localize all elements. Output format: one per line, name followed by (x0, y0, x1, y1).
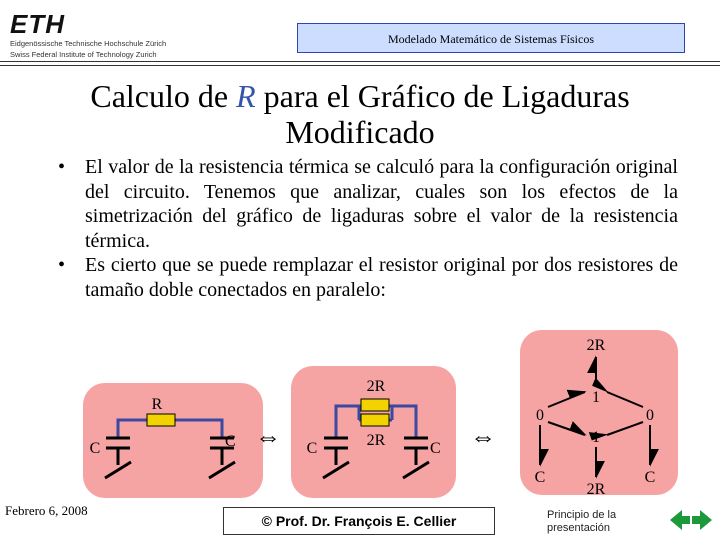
bond-label-zero-right: 0 (646, 407, 654, 424)
label-r: R (151, 396, 163, 413)
circuit-original-panel (83, 383, 263, 498)
label-c-left-2: C (306, 440, 318, 457)
footer-date: Febrero 6, 2008 (5, 503, 88, 518)
bond-label-2r-top: 2R (586, 337, 606, 354)
bond-label-one-top: 1 (592, 389, 600, 406)
title-suffix: para el Gráfico de Ligaduras Modificado (255, 78, 630, 150)
header-divider (0, 61, 720, 62)
label-2r-bottom: 2R (366, 432, 386, 449)
bond-label-c-right: C (644, 469, 656, 486)
equivalence-arrow-1: ⇔ (255, 422, 281, 451)
course-title-banner: Modelado Matemático de Sistemas Físicos (297, 23, 685, 53)
resistor-2r-top (361, 399, 389, 411)
title-variable-r: R (236, 78, 256, 114)
equivalence-arrow-2: ⇔ (470, 422, 496, 451)
circuit-parallel (291, 366, 456, 498)
resistor-2r-bottom (361, 414, 389, 426)
circuit-diagram (0, 320, 720, 510)
resistor-r (147, 414, 175, 426)
bullet-item: • El valor de la resistencia térmica se calculó para la configuración original del circuito. Tenemos que analizar, cuales son los efectos de la simetrización del gráfico de ligaduras sobre el valor de la resistencia térmica. (58, 155, 678, 253)
start-presentation-link[interactable]: Principio de la presentación (547, 509, 617, 534)
bond-label-c-left: C (534, 469, 546, 486)
label-c-right-2: C (430, 440, 441, 457)
eth-logo-mark: ETH (10, 9, 65, 39)
footer-author: © Prof. Dr. François E. Cellier (223, 507, 495, 535)
label-2r-top: 2R (366, 378, 386, 395)
header-divider-secondary (0, 65, 720, 66)
bond-graph (520, 330, 678, 498)
slide-title (20, 78, 700, 150)
circuit-original (83, 383, 263, 498)
label-c-right: C (225, 433, 236, 450)
eth-logo-line-german: Eidgenössische Technische Hochschule Zürich (10, 39, 167, 48)
bullet-list (58, 155, 678, 302)
bullet-item: • Es cierto que se puede remplazar el resistor original por dos resistores de tamaño doble conectados en paralelo: (58, 253, 678, 302)
label-c-left: C (89, 440, 101, 457)
title-prefix: Calculo de (90, 78, 237, 114)
double-arrow-icon[interactable] (668, 506, 714, 534)
bond-label-2r-bottom: 2R (586, 481, 606, 498)
eth-logo-line-english: Swiss Federal Institute of Technology Zurich (10, 50, 157, 59)
bond-label-one-mid: 1 (592, 429, 600, 446)
bond-label-zero-left: 0 (536, 407, 544, 424)
